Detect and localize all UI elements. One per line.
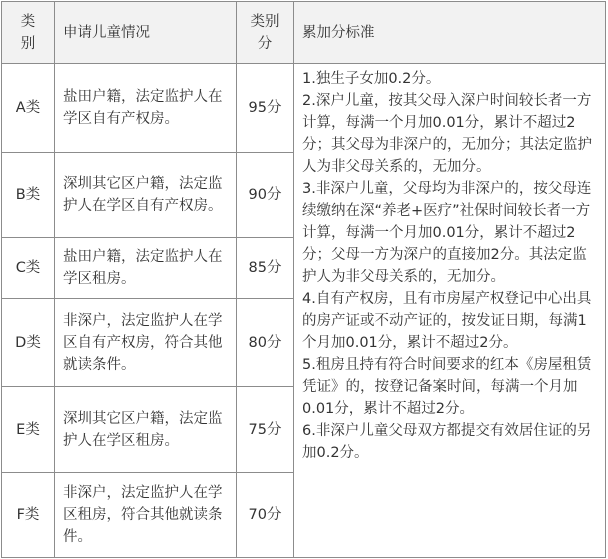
row-condition: 非深户，法定监护人在学区自有产权房，符合其他就读条件。 (55, 299, 237, 387)
standard-cell (294, 64, 606, 558)
header-condition: 申请儿童情况 (55, 2, 237, 64)
row-type: C类 (2, 238, 55, 299)
row-condition: 盐田户籍，法定监护人在学区租房。 (55, 238, 237, 299)
header-score-line2: 分 (257, 35, 273, 52)
row-type: B类 (2, 153, 55, 238)
row-type: D类 (2, 299, 55, 387)
table-header-row (2, 2, 606, 64)
standard-item: 2.深户儿童，按其父母入深户时间较长者一方计算，每满一个月加0.01分，累计不超过2分；其父母为非深户的，无加分；其法定监护人为非父母关系的，无加分。 (302, 93, 592, 175)
header-type-line2: 别 (20, 35, 36, 52)
row-type: A类 (2, 64, 55, 153)
row-condition: 非深户，法定监护人在学区租房，符合其他就读条件。 (55, 473, 237, 558)
row-score: 80分 (237, 299, 294, 387)
header-score-line1: 类别 (250, 13, 280, 30)
header-standard: 累加分标准 (294, 2, 606, 64)
standard-item: 5.租房且持有符合时间要求的红本《房屋租赁凭证》的，按登记备案时间，每满一个月加0.01分，累计不超过2分。 (302, 357, 592, 417)
row-score: 70分 (237, 473, 294, 558)
standard-item: 6.非深户儿童父母双方都提交有效居住证的另加0.2分。 (302, 423, 592, 461)
standard-item: 1.独生子女加0.2分。 (302, 71, 441, 87)
row-score: 75分 (237, 387, 294, 473)
row-score: 90分 (237, 153, 294, 238)
row-condition: 深圳其它区户籍，法定监护人在学区租房。 (55, 387, 237, 473)
row-score: 95分 (237, 64, 294, 153)
row-score: 85分 (237, 238, 294, 299)
row-type: E类 (2, 387, 55, 473)
row-condition: 盐田户籍，法定监护人在学区自有产权房。 (55, 64, 237, 153)
standard-item: 4.自有产权房，且有市房屋产权登记中心出具的房产证或不动产证的，按发证日期，每满1个月加0.01分，累计不超过2分。 (302, 291, 592, 351)
row-type: F类 (2, 473, 55, 558)
admission-score-table (1, 1, 606, 558)
header-score (237, 2, 294, 64)
header-type (2, 2, 55, 64)
header-type-line1: 类 (20, 13, 36, 30)
row-condition: 深圳其它区户籍，法定监护人在学区自有产权房。 (55, 153, 237, 238)
table-row (2, 64, 606, 153)
standard-item: 3.非深户儿童，父母均为非深户的，按父母连续缴纳在深“养老+医疗”社保时间较长者一方计算，每满一个月加0.01分，累计不超过2分；父母一方为深户的直接加2分。其法定监护人为非父母关系的，无加分。 (302, 181, 592, 285)
